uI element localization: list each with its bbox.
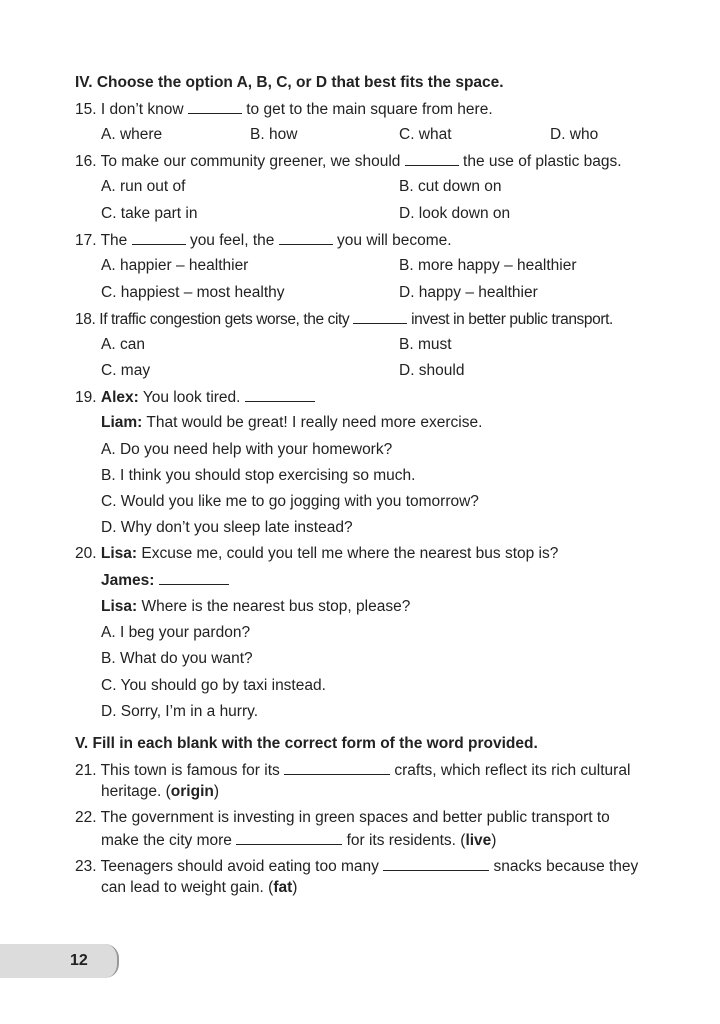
question-22 — [75, 808, 610, 828]
paren: ) — [491, 832, 497, 849]
option-d[interactable]: D. Why don’t you sleep late instead? — [101, 519, 353, 536]
answer-blank[interactable] — [159, 570, 229, 585]
speaker-name: James: — [101, 572, 155, 589]
option-b[interactable]: B. What do you want? — [101, 650, 253, 667]
question-number: 18. — [75, 311, 96, 328]
option-c[interactable]: C. take part in — [101, 205, 198, 222]
option-d[interactable]: D. happy – healthier — [399, 284, 538, 301]
question-text: The — [100, 232, 128, 249]
question-text: Teenagers should avoid eating too many — [100, 858, 379, 875]
root-word: origin — [170, 783, 214, 800]
option-c[interactable]: C. happiest – most healthy — [101, 284, 285, 301]
option-c[interactable]: C. may — [101, 362, 151, 379]
speaker-name: Alex: — [100, 389, 139, 406]
question-text: for its residents. ( — [346, 832, 466, 849]
root-word: live — [465, 832, 492, 849]
question-text: invest in better public transport. — [411, 311, 613, 328]
answer-blank[interactable] — [353, 309, 407, 324]
answer-blank[interactable] — [245, 387, 315, 402]
page-number: 12 — [70, 952, 88, 969]
question-21-line2 — [101, 782, 219, 802]
question-number: 15. — [75, 101, 97, 118]
option-c[interactable]: C. You should go by taxi instead. — [101, 677, 326, 694]
question-text: to get to the main square from here. — [246, 101, 493, 118]
question-text: If traffic congestion gets worse, the city — [99, 311, 350, 328]
paren: ) — [292, 879, 298, 896]
question-number: 20. — [75, 545, 97, 562]
answer-blank[interactable] — [284, 760, 390, 775]
root-word: fat — [273, 879, 293, 896]
option-c[interactable]: C. what — [399, 126, 452, 143]
answer-blank[interactable] — [132, 230, 186, 245]
question-20 — [75, 544, 558, 564]
option-b[interactable]: B. I think you should stop exercising so much. — [101, 467, 416, 484]
question-text: you will become. — [337, 232, 452, 249]
answer-blank[interactable] — [188, 99, 242, 114]
question-text: you feel, the — [189, 232, 275, 249]
option-d[interactable]: D. Sorry, I’m in a hurry. — [101, 703, 259, 720]
question-18 — [75, 309, 613, 330]
section-5-heading: V. Fill in each blank with the correct form of the word provided. — [75, 735, 538, 752]
question-19 — [75, 387, 315, 408]
dialogue-followup — [101, 597, 410, 617]
question-22-line2 — [101, 830, 496, 851]
option-a[interactable]: A. where — [101, 126, 163, 143]
option-a[interactable]: A. happier – healthier — [101, 257, 249, 274]
question-number: 23. — [75, 858, 97, 875]
dialogue-response — [101, 413, 482, 433]
speaker-name: Lisa: — [101, 598, 138, 615]
option-d[interactable]: D. should — [399, 362, 465, 379]
option-b[interactable]: B. cut down on — [399, 178, 502, 195]
question-23 — [75, 856, 638, 877]
dialogue-line: That would be great! I really need more exercise. — [146, 414, 483, 431]
dialogue-line: Where is the nearest bus stop, please? — [141, 598, 411, 615]
option-d[interactable]: D. look down on — [399, 205, 511, 222]
option-b[interactable]: B. must — [399, 336, 452, 353]
question-text: This town is famous for its — [100, 762, 280, 779]
question-number: 17. — [75, 232, 97, 249]
speaker-name: Liam: — [101, 414, 143, 431]
page-number-tab — [0, 944, 119, 978]
option-d[interactable]: D. who — [550, 126, 599, 143]
question-text: make the city more — [101, 832, 232, 849]
option-a[interactable]: A. run out of — [101, 178, 186, 195]
section-4-heading: IV. Choose the option A, B, C, or D that best fits the space. — [75, 74, 504, 91]
paren: ) — [213, 783, 220, 800]
question-15 — [75, 99, 493, 120]
question-21 — [75, 760, 630, 781]
option-a[interactable]: A. Do you need help with your homework? — [101, 441, 393, 458]
question-number: 19. — [75, 389, 97, 406]
speaker-name: Lisa: — [100, 545, 138, 562]
option-a[interactable]: A. I beg your pardon? — [101, 624, 251, 641]
question-number: 22. — [75, 809, 97, 826]
question-text: snacks because they — [493, 858, 639, 875]
question-text: the use of plastic bags. — [463, 153, 622, 170]
question-number: 16. — [75, 153, 97, 170]
option-a[interactable]: A. can — [101, 336, 145, 353]
question-text: The government is investing in green spaces and better public transport to — [100, 809, 610, 826]
answer-blank[interactable] — [383, 856, 489, 871]
option-b[interactable]: B. more happy – healthier — [399, 257, 577, 274]
question-text: crafts, which reflect its rich cultural — [394, 762, 631, 779]
answer-blank[interactable] — [405, 151, 459, 166]
answer-blank[interactable] — [236, 830, 342, 845]
question-23-line2 — [101, 878, 297, 898]
question-text: I don’t know — [100, 101, 184, 118]
option-b[interactable]: B. how — [250, 126, 298, 143]
answer-blank[interactable] — [279, 230, 333, 245]
question-17 — [75, 230, 452, 251]
question-text: heritage. ( — [101, 783, 171, 800]
dialogue-response — [101, 570, 229, 591]
question-text: To make our community greener, we should — [100, 153, 401, 170]
question-text: can lead to weight gain. ( — [101, 879, 274, 896]
option-c[interactable]: C. Would you like me to go jogging with you tomorrow? — [101, 493, 479, 510]
dialogue-line: You look tired. — [142, 389, 241, 406]
dialogue-line: Excuse me, could you tell me where the nearest bus stop is? — [141, 545, 559, 562]
question-number: 21. — [75, 762, 97, 779]
question-16 — [75, 151, 622, 172]
